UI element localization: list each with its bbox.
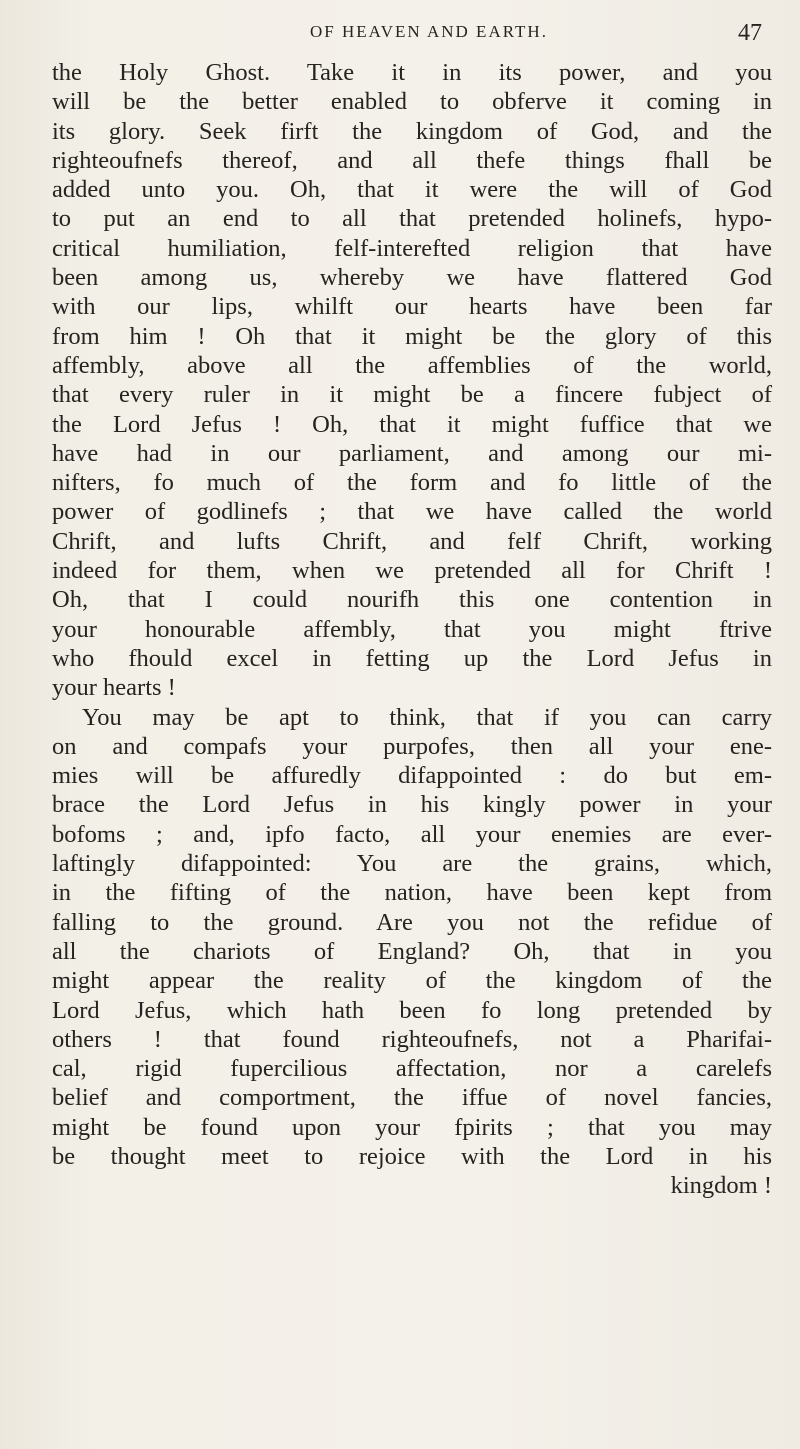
text-line: mies will be affuredly difappointed : do but em-	[52, 762, 772, 790]
text-line: been among us, whereby we have flattered God	[52, 264, 772, 292]
text-line: Chrift, and lufts Chrift, and felf Chrift, working	[52, 527, 772, 555]
text-line: Oh, that I could nourifh this one contention in	[52, 586, 772, 614]
text-line: to put an end to all that pretended holinefs, hypo-	[52, 205, 772, 233]
page-header	[300, 18, 770, 50]
text-line: righteoufnefs thereof, and all thefe things fhall be	[52, 146, 772, 174]
text-line: falling to the ground. Are you not the refidue of	[52, 908, 772, 936]
text-line: that every ruler in it might be a fincere fubject of	[52, 381, 772, 409]
text-line: affembly, above all the affemblies of the world,	[52, 351, 772, 379]
text-line: the Lord Jefus ! Oh, that it might fuffice that we	[52, 410, 772, 438]
text-line: with our lips, whilft our hearts have been far	[52, 293, 772, 321]
text-line: be thought meet to rejoice with the Lord in his	[52, 1142, 772, 1170]
text-line: added unto you. Oh, that it were the will of God	[52, 176, 772, 204]
text-line: nifters, fo much of the form and fo little of the	[52, 469, 772, 497]
body-text	[52, 58, 772, 1201]
text-line: the Holy Ghost. Take it in its power, and you	[52, 59, 772, 86]
text-line: cal, rigid fupercilious affectation, nor a carelefs	[52, 1055, 772, 1083]
text-line: have had in our parliament, and among our mi-	[52, 439, 772, 467]
text-line: will be the better enabled to obferve it coming in	[52, 88, 772, 116]
paragraph-start-line: You may be apt to think, that if you can carry	[82, 703, 772, 731]
text-line: its glory. Seek firft the kingdom of God, and the	[52, 117, 772, 145]
text-line: might appear the reality of the kingdom of the	[52, 967, 772, 995]
text-line: brace the Lord Jefus in his kingly power in your	[52, 791, 772, 819]
text-line: laftingly difappointed: You are the grains, which,	[52, 850, 772, 878]
text-line: your honourable affembly, that you might ftrive	[52, 615, 772, 643]
text-line: indeed for them, when we pretended all for Chrift !	[52, 557, 772, 585]
text-line: others ! that found righteoufnefs, not a Pharifai-	[52, 1025, 772, 1053]
text-line: who fhould excel in fetting up the Lord Jefus in	[52, 644, 772, 672]
text-line: critical humiliation, felf-interefted religion that have	[52, 234, 772, 262]
text-line: Lord Jefus, which hath been fo long pretended by	[52, 996, 772, 1024]
paragraph-end-line: your hearts !	[52, 674, 176, 702]
text-line: power of godlinefs ; that we have called the world	[52, 498, 772, 526]
text-line: bofoms ; and, ipfo facto, all your enemies are ever-	[52, 820, 772, 848]
text-line: from him ! Oh that it might be the glory of this	[52, 322, 772, 350]
text-line: on and compafs your purpofes, then all your ene-	[52, 732, 772, 760]
text-line: all the chariots of England? Oh, that in you	[52, 937, 772, 965]
text-line: belief and comportment, the iffue of novel fancies,	[52, 1084, 772, 1112]
text-line: might be found upon your fpirits ; that you may	[52, 1113, 772, 1141]
paragraph-end-line: kingdom !	[670, 1172, 772, 1200]
page-number: 47	[738, 20, 762, 46]
text-line: in the fifting of the nation, have been kept from	[52, 879, 772, 907]
running-title: OF HEAVEN AND EARTH.	[310, 22, 548, 41]
